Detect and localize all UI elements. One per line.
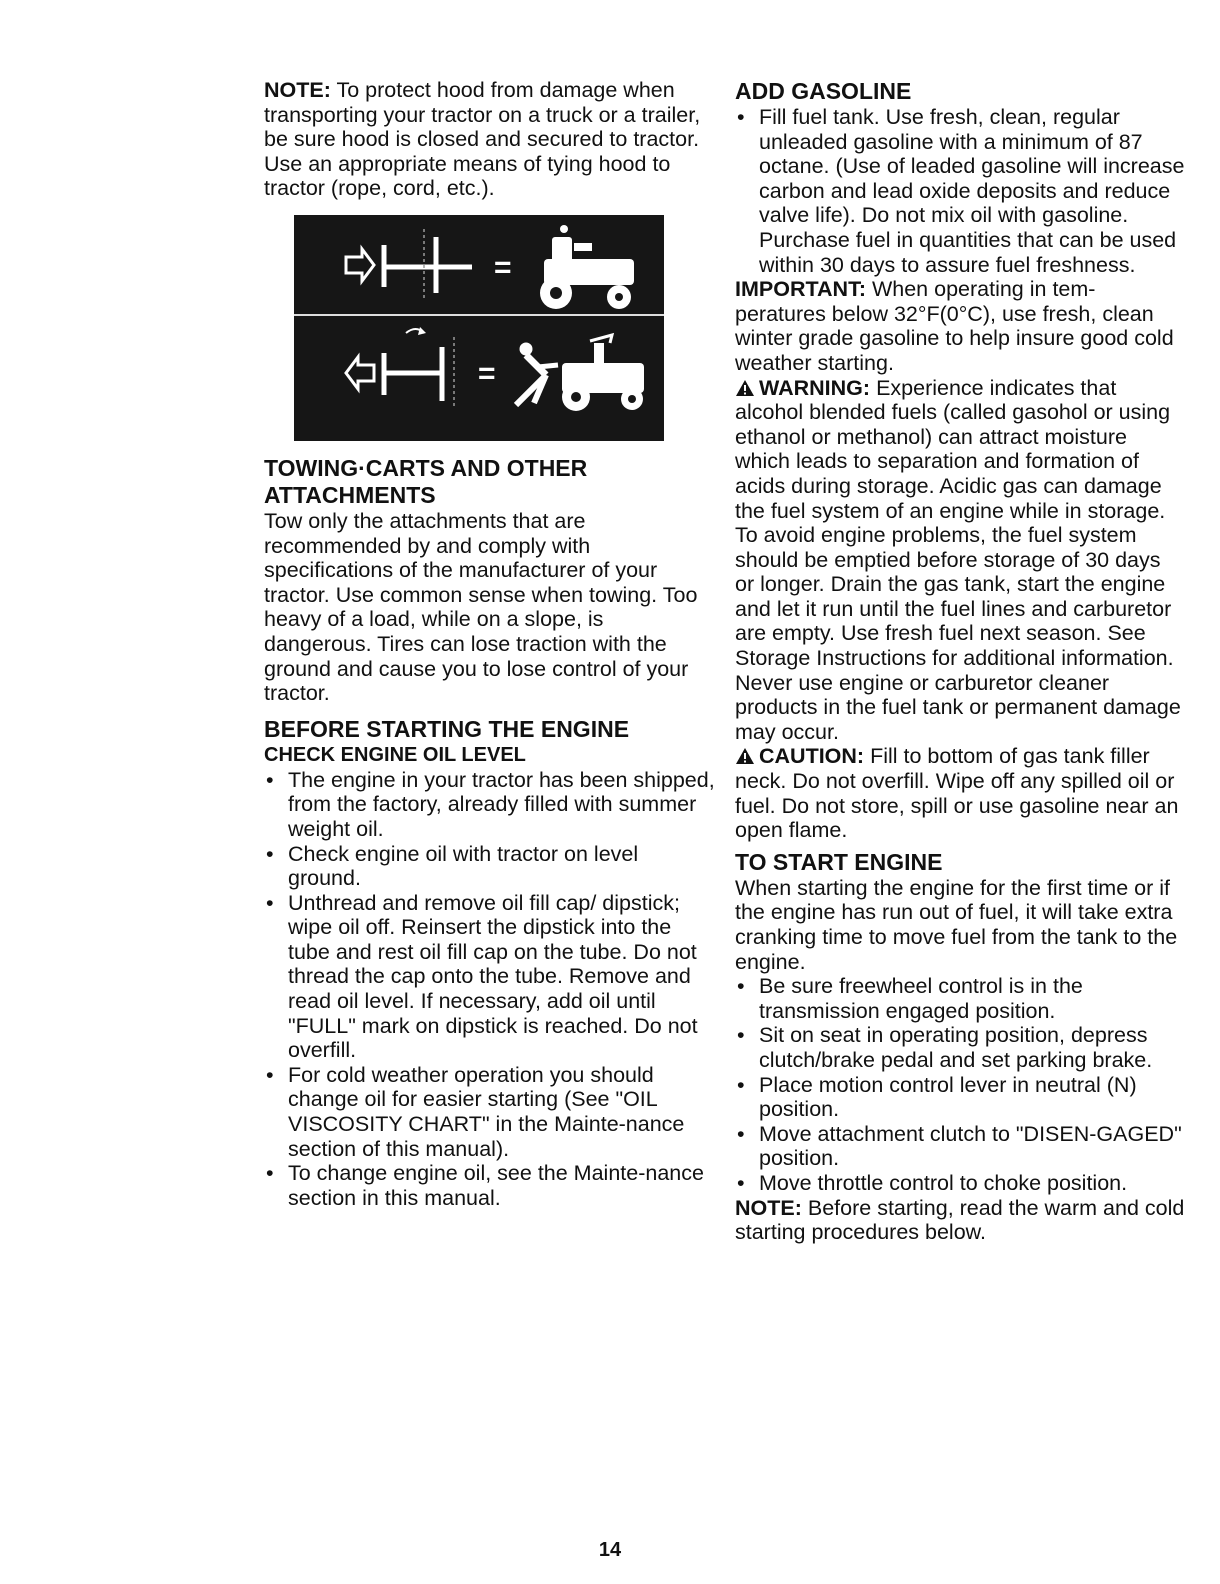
list-item: • Be sure freewheel control is in the transmission engaged position. bbox=[735, 974, 1185, 1023]
note-text: To protect hood from damage when transporting your tractor on a truck or a trailer, be sure hood is closed and secured to tractor. Use an appropriate means of tying hood to tractor (rope, cord, etc.). bbox=[264, 78, 701, 201]
check-oil-subheading: CHECK ENGINE OIL LEVEL bbox=[264, 743, 526, 766]
warning-label: WARNING: bbox=[759, 375, 871, 400]
gasoline-bullet-list bbox=[735, 105, 1185, 277]
caution-text: Fill to bottom of gas tank filler neck. Do not overfill. Wipe off any spilled oil or fuel. Do not store, spill or use gasoline near an open flame. bbox=[735, 744, 1179, 843]
towing-text: Tow only the attachments that are recommended by and comply with specifications of the manufacturer of your tractor. Use common sense when towing. Too heavy of a load, while on a slope, is dangerous. Tires can lose traction with the ground and cause you to lose control of your tractor. bbox=[264, 508, 698, 706]
oil-bullet-list bbox=[264, 768, 716, 1211]
hood-note bbox=[264, 78, 716, 201]
note-label: NOTE: bbox=[264, 78, 331, 102]
svg-text:=: = bbox=[478, 356, 496, 390]
important-note bbox=[735, 277, 1185, 375]
start-engine-text: When starting the engine for the first time or if the engine has run out of fuel, it will take extra cranking time to move fuel from the tank to the engine. bbox=[735, 875, 1178, 974]
towing-heading: TOWING·CARTS AND OTHER ATTACHMENTS bbox=[264, 454, 588, 508]
note-text: Before starting, read the warm and cold starting procedures below. bbox=[735, 1195, 1185, 1245]
list-item: • Sit on seat in operating position, depress clutch/brake pedal and set parking brake. bbox=[735, 1023, 1185, 1072]
start-engine-heading: TO START ENGINE bbox=[735, 848, 943, 875]
starting-note bbox=[735, 1196, 1185, 1245]
list-item: • To change engine oil, see the Mainte-nance section in this manual. bbox=[264, 1161, 716, 1210]
add-gasoline-heading: ADD GASOLINE bbox=[735, 78, 912, 104]
page-number: 14 bbox=[598, 1539, 622, 1561]
caution-icon bbox=[735, 747, 755, 765]
freewheel-diagram-graphic bbox=[294, 215, 664, 441]
list-item: • The engine in your tractor has been shipped, from the factory, already filled with summer weight oil. bbox=[264, 768, 716, 842]
list-item: • Fill fuel tank. Use fresh, clean, regular unleaded gasoline with a minimum of 87 octane. (Use of leaded gasoline will increase carbon and lead oxide deposits and reduce valve life). Do not mix oil with gasoline. Purchase fuel in quantities that can be used within 30 days to assure fuel freshness. bbox=[735, 105, 1185, 277]
list-item: • Unthread and remove oil fill cap/ dipstick; wipe oil off. Reinsert the dipstick into the tube and rest oil fill cap on the tube. Do not thread the cap onto the tube. Remove and read oil level. If necessary, add oil until "FULL" mark on dipstick is reached. Do not overfill. bbox=[264, 891, 716, 1063]
note-label: NOTE: bbox=[735, 1195, 802, 1220]
caution-note bbox=[735, 744, 1185, 842]
left-column bbox=[264, 78, 716, 1210]
list-item: • For cold weather operation you should change oil for easier starting (See "OIL VISCOSITY CHART" in the Mainte-nance section of this manual). bbox=[264, 1063, 716, 1161]
list-item: • Place motion control lever in neutral (N) position. bbox=[735, 1073, 1185, 1122]
svg-text:=: = bbox=[494, 250, 512, 284]
important-label: IMPORTANT: bbox=[735, 277, 866, 302]
warning-text: Experience indicates that alcohol blended fuels (called gasohol or using ethanol or methanol) can attract moisture which leads to separation and formation of acids during storage. Acidic gas can damage the fuel system of an engine while in storage. To avoid engine problems, the fuel system should be emptied before storage of 30 days or longer. Drain the gas tank, start the engine and let it run until the fuel lines and carburetor are empty. Use fresh fuel next season. See Storage Instructions for additional information. Never use engine or carburetor cleaner products in the fuel tank or permanent damage may occur. bbox=[735, 375, 1181, 744]
caution-label: CAUTION: bbox=[759, 744, 865, 769]
list-item: • Move attachment clutch to "DISEN-GAGED" position. bbox=[735, 1122, 1185, 1171]
list-item: • Move throttle control to choke position. bbox=[735, 1171, 1185, 1196]
warning-icon bbox=[735, 379, 755, 397]
before-starting-heading: BEFORE STARTING THE ENGINE bbox=[264, 715, 630, 742]
right-column bbox=[735, 78, 1185, 1245]
important-text: When operating in tem-peratures below 32°F(0°C), use fresh, clean winter grade gasoline to help insure good cold weather starting. bbox=[735, 277, 1174, 375]
list-item: • Check engine oil with tractor on level ground. bbox=[264, 842, 716, 891]
freewheel-diagram bbox=[294, 215, 664, 441]
start-bullet-list bbox=[735, 974, 1185, 1195]
warning-note bbox=[735, 376, 1185, 745]
